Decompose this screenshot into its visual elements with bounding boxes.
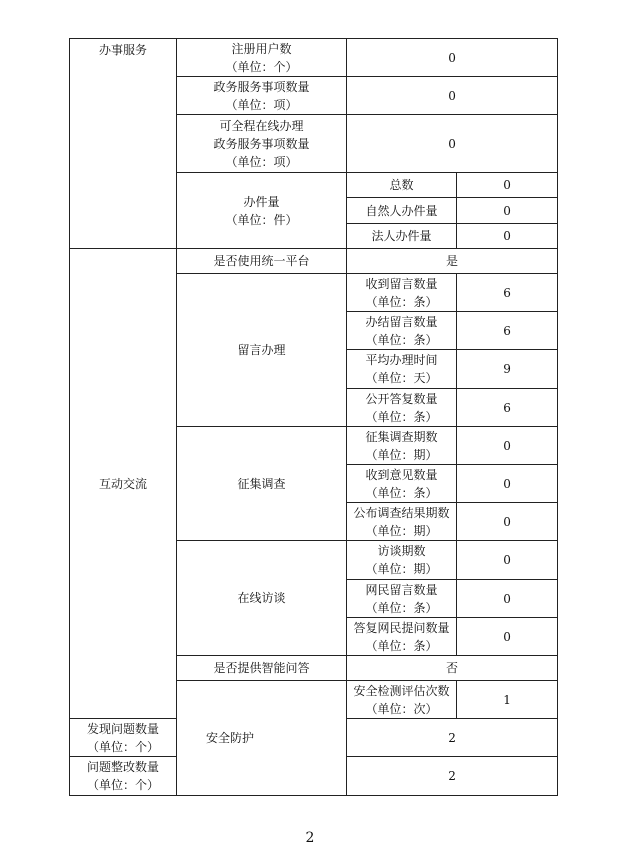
unit-text: （单位：个） bbox=[86, 739, 159, 754]
label-text: 注册用户数 bbox=[231, 41, 292, 56]
row-label-messages: 留言办理 bbox=[177, 274, 347, 427]
label-netizen-answers bbox=[347, 618, 457, 656]
row-label-registered-users bbox=[177, 39, 347, 77]
label-text: 安全检测评估次数 bbox=[353, 683, 450, 698]
unit-text: （单位：条） bbox=[365, 409, 438, 424]
unit-text: （单位：个） bbox=[86, 778, 159, 792]
row-label-service-items bbox=[177, 77, 347, 115]
statistics-table bbox=[69, 38, 558, 796]
row-label-online-items bbox=[177, 115, 347, 173]
unit-text: （单位：条） bbox=[365, 638, 438, 653]
label-natural-person: 自然人办件量 bbox=[347, 198, 457, 224]
value-legal-person: 0 bbox=[457, 224, 558, 249]
label-total: 总数 bbox=[347, 173, 457, 198]
label-text: 办件量 bbox=[243, 194, 280, 209]
value-online-items: 0 bbox=[347, 115, 558, 173]
label-survey-results bbox=[347, 503, 457, 541]
label-opinions bbox=[347, 465, 457, 503]
label-avg-time bbox=[347, 350, 457, 389]
value-registered-users: 0 bbox=[347, 39, 558, 77]
unit-text: （单位：期） bbox=[365, 523, 438, 538]
value-natural-person: 0 bbox=[457, 198, 558, 224]
label-text: 收到意见数量 bbox=[365, 467, 438, 482]
unit-text: （单位：条） bbox=[365, 485, 438, 500]
unit-text: （单位：个） bbox=[225, 59, 298, 74]
label-text: 发现问题数量 bbox=[86, 721, 159, 736]
unit-text: （单位：件） bbox=[225, 212, 298, 227]
row-label-smart-qa: 是否提供智能问答 bbox=[177, 656, 347, 681]
unit-text: （单位：项） bbox=[225, 97, 298, 112]
unit-text: （单位：项） bbox=[225, 154, 298, 169]
value-netizen-messages: 0 bbox=[457, 580, 558, 618]
label-text: 收到留言数量 bbox=[365, 276, 438, 291]
label-messages-received bbox=[347, 274, 457, 312]
label-text: 可全程在线办理 bbox=[219, 118, 304, 133]
value-unified-platform: 是 bbox=[347, 249, 558, 274]
unit-text: （单位：期） bbox=[365, 562, 438, 576]
row-label-survey: 征集调查 bbox=[177, 427, 347, 541]
value-smart-qa: 否 bbox=[347, 656, 558, 681]
category-service: 办事服务 bbox=[70, 39, 177, 249]
label-messages-closed bbox=[347, 312, 457, 350]
table-row bbox=[70, 39, 558, 77]
label-netizen-messages bbox=[347, 580, 457, 618]
row-label-issues-found bbox=[70, 719, 177, 757]
label-text: 公开答复数量 bbox=[365, 391, 438, 406]
unit-text: （单位：条） bbox=[365, 294, 438, 309]
label-survey-periods bbox=[347, 427, 457, 465]
label-text: 网民留言数量 bbox=[365, 582, 438, 597]
value-total: 0 bbox=[457, 173, 558, 198]
value-avg-time: 9 bbox=[457, 350, 558, 389]
row-label-security-checks bbox=[347, 681, 457, 719]
value-survey-results: 0 bbox=[457, 503, 558, 541]
label-text: 问题整改数量 bbox=[86, 760, 159, 774]
table-row bbox=[70, 249, 558, 274]
label-legal-person: 法人办件量 bbox=[347, 224, 457, 249]
category-interaction: 互动交流 bbox=[70, 249, 177, 719]
unit-text: （单位：天） bbox=[365, 371, 438, 385]
label-interview-periods bbox=[347, 541, 457, 580]
value-survey-periods: 0 bbox=[457, 427, 558, 465]
label-text: 政务服务事项数量 bbox=[213, 79, 310, 94]
unit-text: （单位：次） bbox=[365, 701, 438, 716]
label-public-replies bbox=[347, 389, 457, 427]
value-public-replies: 6 bbox=[457, 389, 558, 427]
label-text: 公布调查结果期数 bbox=[353, 505, 450, 520]
value-interview-periods: 0 bbox=[457, 541, 558, 580]
unit-text: （单位：条） bbox=[365, 600, 438, 615]
value-issues-fixed: 2 bbox=[347, 757, 558, 796]
unit-text: （单位：期） bbox=[365, 447, 438, 462]
value-service-items: 0 bbox=[347, 77, 558, 115]
page-number: 2 bbox=[305, 830, 315, 846]
value-messages-closed: 6 bbox=[457, 312, 558, 350]
row-label-interview: 在线访谈 bbox=[177, 541, 347, 656]
label-text: 办结留言数量 bbox=[365, 314, 438, 329]
value-security-checks: 1 bbox=[457, 681, 558, 719]
unit-text: （单位：条） bbox=[365, 332, 438, 347]
row-label-unified-platform: 是否使用统一平台 bbox=[177, 249, 347, 274]
value-issues-found: 2 bbox=[347, 719, 558, 757]
label-text: 平均办理时间 bbox=[365, 353, 438, 367]
label-text: 政务服务事项数量 bbox=[213, 136, 310, 151]
value-messages-received: 6 bbox=[457, 274, 558, 312]
label-text: 征集调查期数 bbox=[365, 429, 438, 444]
row-label-workload bbox=[177, 173, 347, 249]
value-netizen-answers: 0 bbox=[457, 618, 558, 656]
value-opinions: 0 bbox=[457, 465, 558, 503]
row-label-issues-fixed bbox=[70, 757, 177, 796]
category-security: 安全防护 bbox=[177, 681, 347, 796]
label-text: 访谈期数 bbox=[377, 544, 426, 558]
label-text: 答复网民提问数量 bbox=[353, 620, 450, 635]
